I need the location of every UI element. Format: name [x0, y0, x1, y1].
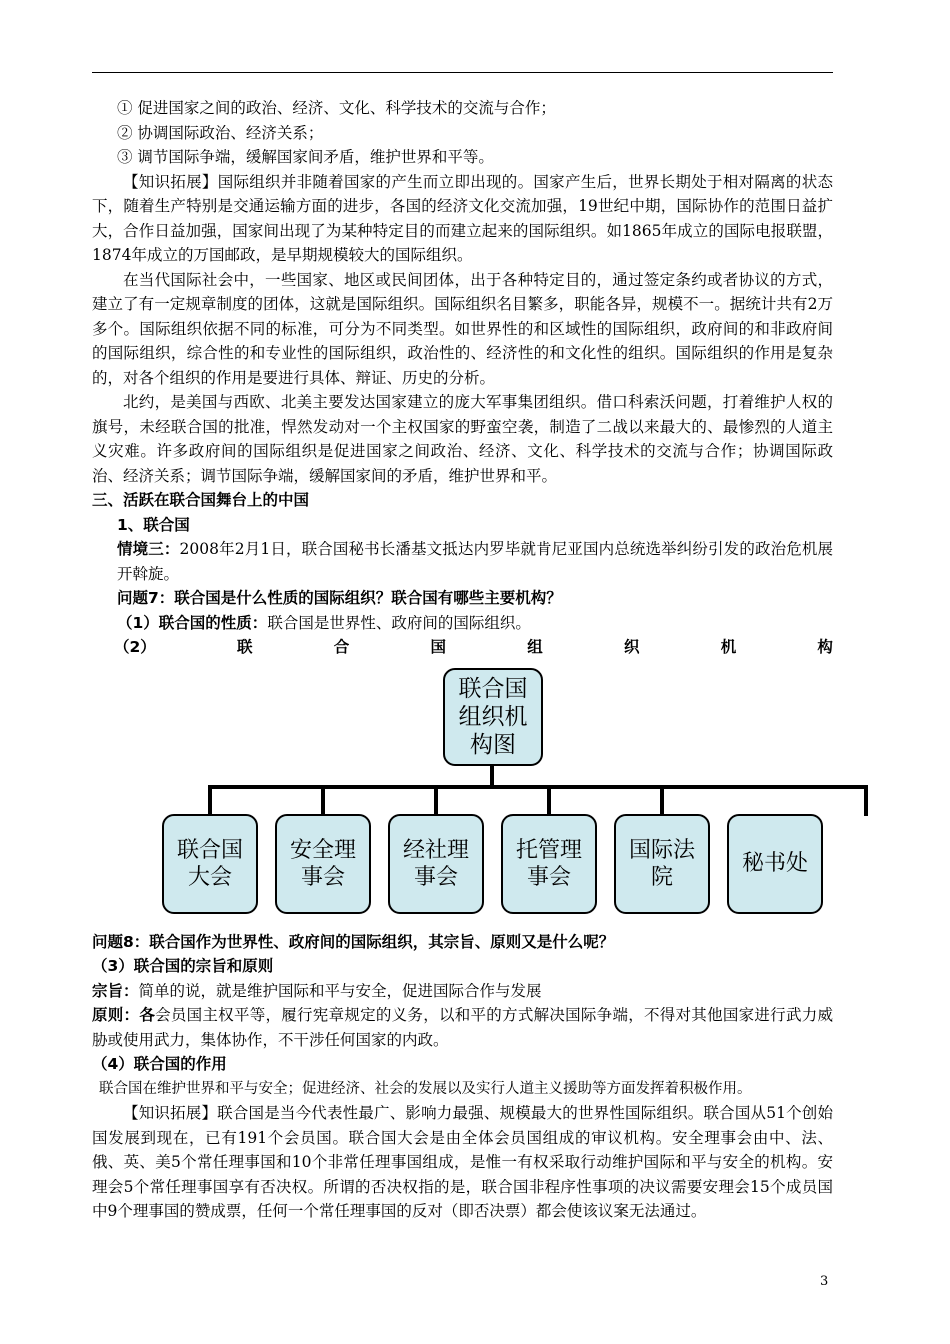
item-2-char: 组	[527, 638, 543, 656]
item-2-heading	[92, 635, 833, 660]
connector-drop	[547, 785, 551, 816]
scenario-label: 情境三：	[117, 540, 180, 558]
org-node-general-assembly: 联合国大会	[162, 814, 258, 914]
question-8: 问题8：联合国作为世界性、政府间的国际组织，其宗旨、原则又是什么呢？	[92, 932, 615, 951]
paragraph: 北约，是美国与西欧、北美主要发达国家建立的庞大军事集团组织。借口科索沃问题，打着维护人权的旗号，未经联合国的批准，悍然发动对一个主权国家的野蛮空袭，制造了二战以来最大的、最惨烈的人道主义灾难。许多政府间的国际组织是促进国家之间政治、经济、文化、科学技术的交流与合作；协调国际政治、经济关系；调节国际争端，缓解国家间的矛盾，维护世界和平。	[92, 393, 833, 485]
org-node-security-council: 安全理事会	[275, 814, 371, 914]
org-node-secretariat: 秘书处	[727, 814, 823, 914]
paragraph-knowledge-expansion-2	[92, 1101, 833, 1224]
paragraph-text: 联合国是当今代表性最广、影响力最强、规模最大的世界性国际组织。联合国从51个创始国发展到现在，已有191个会员国。联合国大会是由全体会员国组成的审议机构。安全理事会由中、法、俄、英、美5个常任理事国和10个非常任理事国组成，是惟一有权采取行动维护国际和平与安全的机构。安理会5个常任理事国享有否决权。所谓的否决权指的是，联合国非程序性事项的决议需要安理会15个成员国中9个理事国的赞成票，任何一个常任理事国的反对（即否决票）都会使该议案无法通过。	[92, 1104, 833, 1220]
section-heading: 三、活跃在联合国舞台上的中国	[92, 491, 310, 509]
connector-drop	[321, 785, 325, 816]
connector-drop	[434, 785, 438, 816]
connector-drop	[208, 785, 212, 816]
item-1-text: 联合国是世界性、政府间的国际组织。	[267, 613, 531, 632]
item-1	[92, 611, 833, 636]
org-chart-root: 联合国组织机构图	[443, 668, 543, 766]
item-2-char: 机	[720, 638, 737, 656]
role-paragraph: 联合国在维护世界和平与安全；促进经济、社会的发展以及实行人道主义援助等方面发挥着积极作用。	[99, 1080, 752, 1097]
connector-drop	[660, 785, 664, 816]
principle-text: 会员国主权平等，履行宪章规定的义务，以和平的方式解决国际争端，不得对其他国家进行武力威胁或使用武力，集体协作，不干涉任何国家的内政。	[92, 1006, 833, 1049]
list-item: ③ 调节国际争端，缓解国家间矛盾，维护世界和平等。	[117, 148, 494, 166]
paragraph-knowledge-expansion	[92, 170, 833, 268]
org-node-trusteeship-council: 托管理事会	[501, 814, 597, 914]
paragraph-label: 【知识拓展】	[123, 1104, 218, 1122]
purpose-text: 简单的说，就是维护国际和平与安全，促进国际合作与发展	[138, 981, 542, 1000]
scenario-paragraph	[92, 537, 833, 586]
subsection-heading: 1、联合国	[117, 515, 190, 534]
purpose-line	[92, 979, 833, 1004]
item-1-label: 联合国的性质：	[158, 613, 268, 632]
list-item: ① 促进国家之间的政治、经济、文化、科学技术的交流与合作；	[117, 99, 556, 117]
item-2-char: 织	[623, 638, 640, 656]
principle-line	[92, 1003, 833, 1052]
scenario-text: 2008年2月1日，联合国秘书长潘基文抵达内罗毕就肯尼亚国内总统选举纠纷引发的政治危机展开斡旋。	[117, 540, 833, 583]
item-2-char: （2）	[114, 638, 156, 656]
item-3-heading: （3）联合国的宗旨和原则	[92, 957, 274, 975]
question-7: 问题7：联合国是什么性质的国际组织？联合国有哪些主要机构？	[117, 589, 562, 607]
org-node-icj: 国际法院	[614, 814, 710, 914]
page-content	[92, 96, 833, 1224]
item-2-char: 国	[430, 638, 446, 656]
org-node-ecosoc: 经社理事会	[388, 814, 484, 914]
item-2-char: 联	[237, 638, 253, 656]
list-item: ② 协调国际政治、经济关系；	[117, 123, 324, 142]
item-2-char: 构	[817, 638, 833, 656]
item-2-char: 合	[333, 638, 350, 656]
paragraph-text: 国际组织并非随着国家的产生而立即出现的。国家产生后，世界长期处于相对隔离的状态下，随着生产特别是交通运输方面的进步，各国的经济文化交流加强，19世纪中期，国际协作的范围日益扩大，合作日益加强，国家间出现了为某种特定目的而建立起来的国际组织。如1865年成立的国际电报联盟，1874年成立的万国邮政，是早期规模较大的国际组织。	[92, 172, 833, 264]
connector-drop	[864, 785, 868, 816]
header-rule	[92, 72, 833, 73]
paragraph-label: 【知识拓展】	[123, 172, 218, 191]
paragraph: 在当代国际社会中，一些国家、地区或民间团体，出于各种特定目的，通过签定条约或者协议的方式，建立了有一定规章制度的团体，这就是国际组织。国际组织名目繁多，职能各异，规模不一。据统计共有2万多个。国际组织依据不同的标准，可分为不同类型。如世界性的和区域性的国际组织，政府间的和非政府间的国际组织，综合性的和专业性的国际组织，政治性的、经济性的和文化性的组织。国际组织的作用是复杂的，对各个组织的作用是要进行具体、辩证、历史的分析。	[92, 270, 833, 387]
org-chart	[92, 660, 833, 930]
connector-horizontal	[208, 785, 868, 789]
principle-label: 原则：各	[92, 1006, 156, 1024]
purpose-label: 宗旨：	[92, 981, 139, 1000]
item-1-number: （1）	[117, 613, 159, 632]
page-number: 3	[820, 1274, 829, 1289]
item-4-heading: （4）联合国的作用	[92, 1055, 227, 1073]
